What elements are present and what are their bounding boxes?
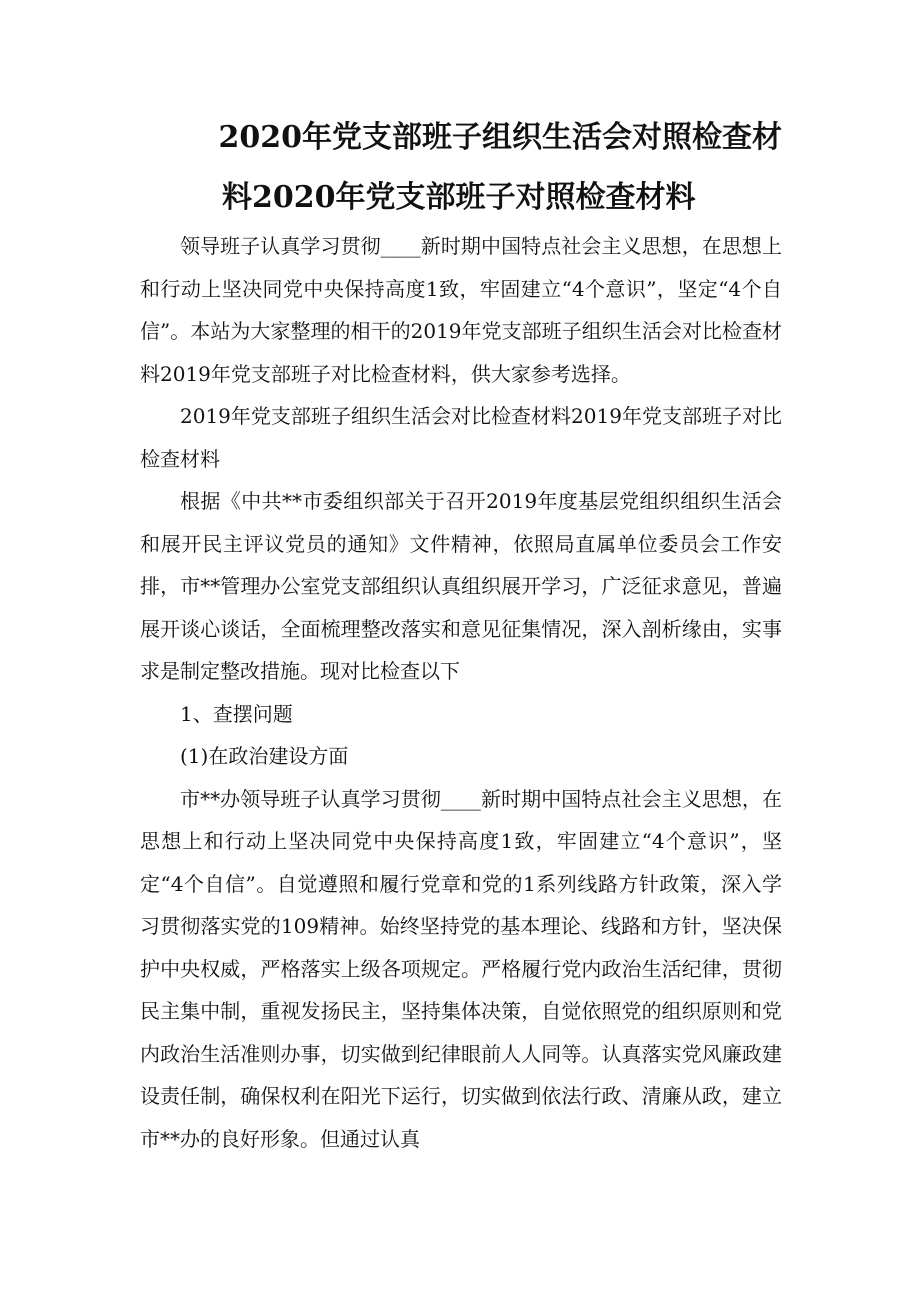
subsection-heading-political: (1)在政治建设方面	[180, 744, 349, 768]
title-line-1: 2020年党支部班子组织生活会对照检查材	[218, 120, 782, 155]
section-heading-problems: 1、查摆问题	[180, 701, 293, 726]
title-line-2: 料2020年党支部班子对照检查材料	[222, 180, 696, 215]
paragraph-intro: 领导班子认真学习贯彻____新时期中国特点社会主义思想，在思想上和行动上坚决同党中央保持高度1致，牢固建立“4个意识”，坚定“4个自信”。本站为大家整理的相干的2019年党支部班子组织生活会对比检查材料2019年党支部班子对比检查材料，供大家参考选择。	[140, 234, 782, 386]
paragraph-subtitle: 2019年党支部班子组织生活会对比检查材料2019年党支部班子对比检查材料	[140, 404, 782, 471]
document-title	[140, 108, 790, 228]
document-body	[140, 225, 782, 1160]
paragraph-basis: 根据《中共**市委组织部关于召开2019年度基层党组织组织生活会和展开民主评议党员的通知》文件精神，依照局直属单位委员会工作安排，市**管理办公室党支部组织认真组织展开学习，广泛征求意见，普遍展开谈心谈话，全面梳理整改落实和意见征集情况，深入剖析缘由，实事求是制定整改措施。现对比检查以下	[140, 489, 782, 683]
paragraph-political: 市**办领导班子认真学习贯彻____新时期中国特点社会主义思想，在思想上和行动上坚决同党中央保持高度1致，牢固建立“4个意识”，坚定“4个自信”。自觉遵照和履行党章和党的1系列线路方针政策，深入学习贯彻落实党的109精神。始终坚持党的基本理论、线路和方针，坚决保护中央权威，严格落实上级各项规定。严格履行党内政治生活纪律，贯彻民主集中制，重视发扬民主，坚持集体决策，自觉依照党的组织原则和党内政治生活准则办事，切实做到纪律眼前人人同等。认真落实党风廉政建设责任制，确保权利在阳光下运行，切实做到依法行政、清廉从政，建立市**办的良好形象。但通过认真	[140, 786, 782, 1151]
